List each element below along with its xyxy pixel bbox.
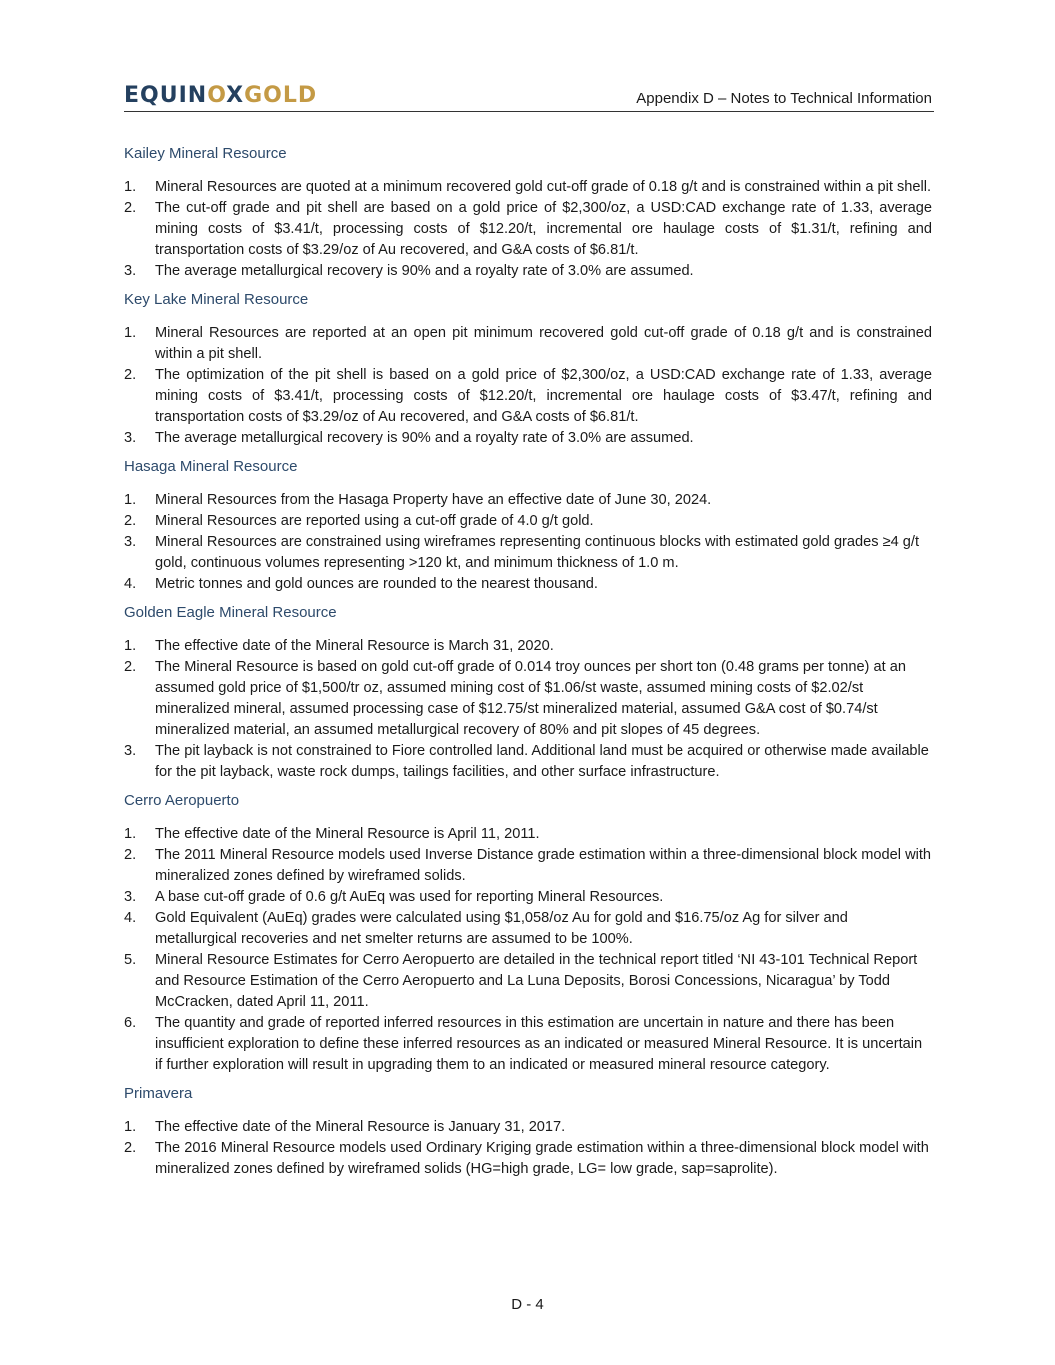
list-item <box>124 908 932 950</box>
item-number: 4. <box>124 910 137 926</box>
list-item <box>124 657 932 741</box>
list-item <box>124 532 932 574</box>
section-title: Key Lake Mineral Resource <box>124 291 309 308</box>
item-number: 2. <box>124 847 137 863</box>
item-text: The 2016 Mineral Resource models used Ordinary Kriging grade estimation within a three-dimensional block model with mineralized zones defined by wireframed solids (HG=high grade, LG= low grade, sap=saprolite). <box>155 1140 929 1177</box>
item-number: 3. <box>124 430 137 446</box>
notes-list <box>124 636 932 783</box>
document-body <box>124 144 932 1188</box>
notes-list <box>124 490 932 595</box>
section-title: Golden Eagle Mineral Resource <box>124 604 337 621</box>
item-text: The quantity and grade of reported inferred resources in this estimation are uncertain in nature and there has been insufficient exploration to define these inferred resources as an indicated or measured Mineral Resource. It is uncertain if further exploration will result in upgrading them to an indicated or measured mineral resource category. <box>155 1015 923 1073</box>
section-cerro-aeropuerto <box>124 791 932 1076</box>
list-item <box>124 323 932 365</box>
item-number: 6. <box>124 1015 137 1031</box>
item-number: 1. <box>124 638 137 654</box>
item-number: 2. <box>124 367 137 383</box>
item-number: 3. <box>124 889 137 905</box>
item-number: 2. <box>124 659 137 675</box>
item-number: 1. <box>124 179 137 195</box>
item-text: Mineral Resources are constrained using wireframes representing continuous blocks with estimated gold grades ≥4 g/t gold, continuous volumes representing >120 kt, and minimum thickness of 1.0 m. <box>155 534 920 571</box>
item-text: The effective date of the Mineral Resource is January 31, 2017. <box>155 1119 566 1135</box>
item-text: Mineral Resources are reported using a cut-off grade of 4.0 g/t gold. <box>155 513 594 529</box>
item-number: 2. <box>124 200 137 216</box>
item-text: The average metallurgical recovery is 90% and a royalty rate of 3.0% are assumed. <box>155 430 694 446</box>
section-title: Primavera <box>124 1085 193 1102</box>
list-item <box>124 365 932 428</box>
item-text: A base cut-off grade of 0.6 g/t AuEq was used for reporting Mineral Resources. <box>155 889 664 905</box>
logo-text-gold: GOLD <box>244 83 318 108</box>
list-item <box>124 824 932 845</box>
list-item <box>124 950 932 1013</box>
logo-text-equin: EQUIN <box>124 83 208 108</box>
page-header <box>124 84 934 112</box>
item-text: Mineral Resources are reported at an open pit minimum recovered gold cut-off grade of 0.18 g/t and is constrained within a pit shell. <box>155 325 932 362</box>
item-number: 1. <box>124 1119 137 1135</box>
notes-list <box>124 323 932 449</box>
list-item <box>124 511 932 532</box>
list-item <box>124 177 932 198</box>
header-title: Appendix D – Notes to Technical Information <box>636 90 932 107</box>
list-item <box>124 845 932 887</box>
item-number: 2. <box>124 1140 137 1156</box>
item-text: Mineral Resources are quoted at a minimum recovered gold cut-off grade of 0.18 g/t and is constrained within a pit shell. <box>155 179 932 195</box>
list-item <box>124 574 932 595</box>
item-text: The Mineral Resource is based on gold cut-off grade of 0.014 troy ounces per short ton (0.48 grams per tonne) at an assumed gold price of $1,500/tr oz, assumed mining cost of $1.06/st waste, assumed mining costs of $2.02/st mineralized mineral, assumed processing case of $12.75/st mineralized material, assumed G&A cost of $0.74/st mineralized material, an assumed metallurgical recovery of 80% and pit slopes of 45 degrees. <box>155 659 906 738</box>
item-text: The effective date of the Mineral Resource is March 31, 2020. <box>155 638 554 654</box>
item-number: 1. <box>124 826 137 842</box>
list-item <box>124 1117 932 1138</box>
section-key-lake <box>124 290 932 449</box>
page-number: D - 4 <box>511 1296 544 1313</box>
item-text: The cut-off grade and pit shell are based on a gold price of $2,300/oz, a USD:CAD exchange rate of 1.33, average mining costs of $3.41/t, processing costs of $12.20/t, incremental ore haulage costs of $1.31/t, refining and transportation costs of $3.29/oz of Au recovered, and G&A costs of $6.81/t. <box>155 200 932 258</box>
item-text: The effective date of the Mineral Resource is April 11, 2011. <box>155 826 540 842</box>
notes-list <box>124 177 932 282</box>
section-title: Cerro Aeropuerto <box>124 792 240 809</box>
item-text: The 2011 Mineral Resource models used Inverse Distance grade estimation within a three-dimensional block model with mineralized zones defined by wireframed solids. <box>155 847 932 884</box>
notes-list <box>124 1117 932 1180</box>
section-golden-eagle <box>124 603 932 783</box>
list-item <box>124 1138 932 1180</box>
notes-list <box>124 824 932 1076</box>
item-number: 2. <box>124 513 137 529</box>
list-item <box>124 887 932 908</box>
list-item <box>124 261 932 282</box>
item-number: 3. <box>124 743 137 759</box>
section-title: Kailey Mineral Resource <box>124 145 287 162</box>
section-primavera <box>124 1084 932 1180</box>
item-text: The optimization of the pit shell is based on a gold price of $2,300/oz, a USD:CAD exchange rate of 1.33, average mining costs of $3.41/t, processing costs of $12.20/t, incremental ore haulage costs of $3.47/t, refining and transportation costs of $3.29/oz of Au recovered, and G&A costs of $6.81/t. <box>155 367 932 425</box>
logo-text-x: X <box>226 83 245 108</box>
section-hasaga <box>124 457 932 595</box>
item-text: The average metallurgical recovery is 90% and a royalty rate of 3.0% are assumed. <box>155 263 694 279</box>
item-text: Mineral Resource Estimates for Cerro Aeropuerto are detailed in the technical report titled ‘NI 43-101 Technical Report and Resource Estimation of the Cerro Aeropuerto and La Luna Deposits, Borosi Concessions, Nicaragua’ by Todd McCracken, dated April 11, 2011. <box>155 952 918 1010</box>
section-kailey <box>124 144 932 282</box>
item-number: 3. <box>124 534 137 550</box>
list-item <box>124 198 932 261</box>
list-item <box>124 741 932 783</box>
item-number: 1. <box>124 325 137 341</box>
section-title: Hasaga Mineral Resource <box>124 458 298 475</box>
list-item <box>124 428 932 449</box>
list-item <box>124 490 932 511</box>
item-number: 1. <box>124 492 137 508</box>
equinox-gold-logo <box>124 84 317 108</box>
item-text: Metric tonnes and gold ounces are rounded to the nearest thousand. <box>155 576 598 592</box>
item-number: 5. <box>124 952 137 968</box>
item-number: 3. <box>124 263 137 279</box>
item-number: 4. <box>124 576 137 592</box>
list-item <box>124 1013 932 1076</box>
list-item <box>124 636 932 657</box>
logo-text-o: O <box>207 83 227 108</box>
item-text: Mineral Resources from the Hasaga Property have an effective date of June 30, 2024. <box>155 492 712 508</box>
item-text: Gold Equivalent (AuEq) grades were calculated using $1,058/oz Au for gold and $16.75/oz Ag for silver and metallurgical recoveries and net smelter returns are assumed to be 100%. <box>155 910 848 947</box>
item-text: The pit layback is not constrained to Fiore controlled land. Additional land must be acquired or otherwise made available for the pit layback, waste rock dumps, tailings facilities, and other surface infrastructure. <box>155 743 929 780</box>
